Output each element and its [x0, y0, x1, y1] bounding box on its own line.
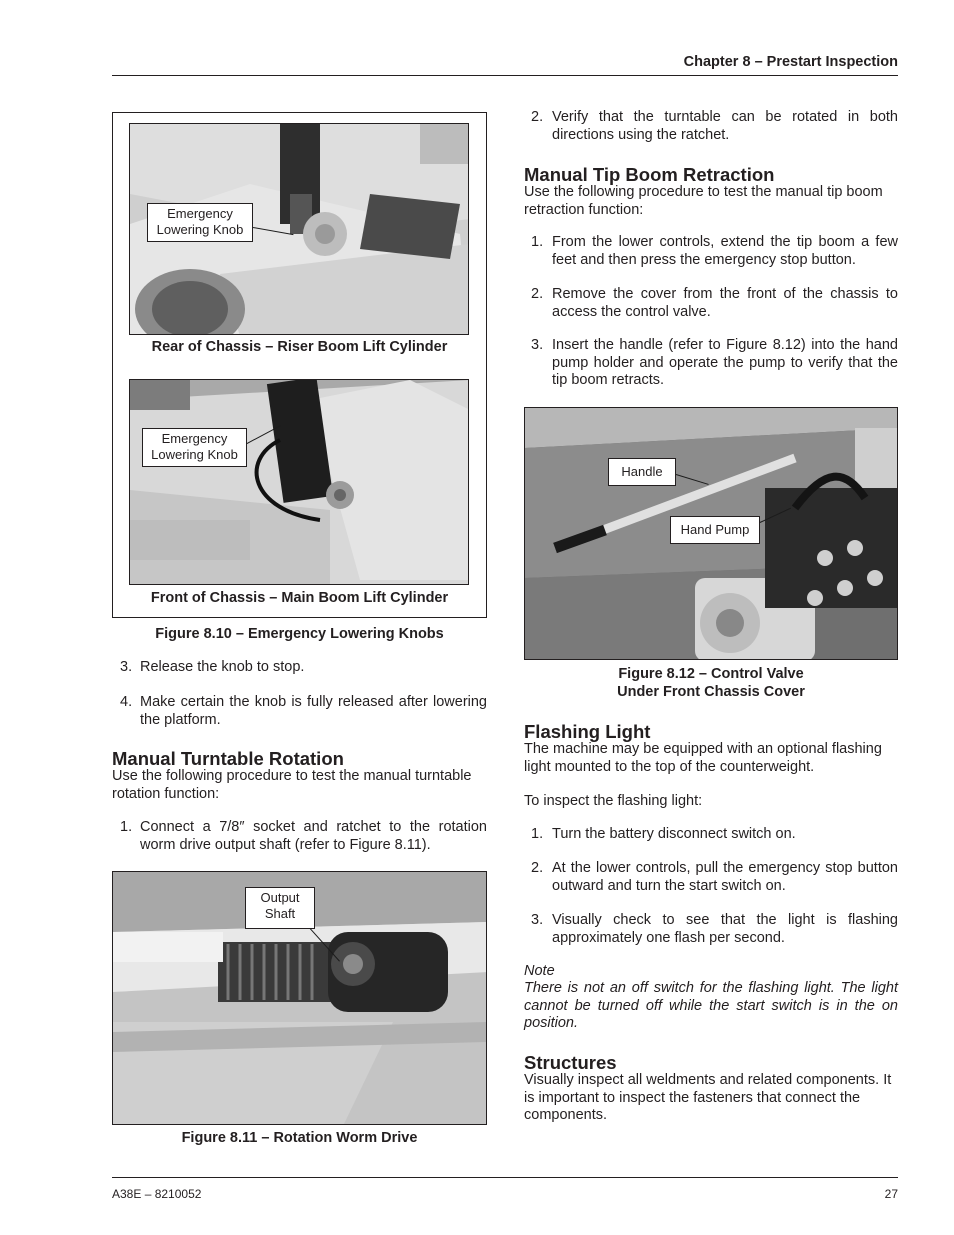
- page-number: 27: [884, 1187, 898, 1201]
- callout-handle: Handle: [608, 458, 676, 486]
- callout-lowering-knob-rear: Emergency Lowering Knob: [147, 203, 253, 242]
- heading-manual-tip-boom: Manual Tip Boom Retraction: [524, 164, 775, 185]
- heading-manual-turntable: Manual Turntable Rotation: [112, 748, 344, 769]
- list-item: 2. At the lower controls, pull the emergency stop button outward and turn the start switch on.: [531, 860, 898, 894]
- figure-8-12-title-line1: Figure 8.12 – Control Valve: [618, 666, 804, 682]
- chapter-title: Chapter 8 – Prestart Inspection: [683, 54, 898, 70]
- figure-8-10-title: Figure 8.10 – Emergency Lowering Knobs: [155, 626, 444, 642]
- footer-rule: [112, 1177, 898, 1178]
- figure-8-11-title: Figure 8.11 – Rotation Worm Drive: [181, 1130, 418, 1146]
- heading-structures: Structures: [524, 1052, 617, 1073]
- heading-flashing-light: Flashing Light: [524, 721, 651, 742]
- photo2-caption: Front of Chassis – Main Boom Lift Cylinder: [150, 590, 449, 606]
- photo1-caption: Rear of Chassis – Riser Boom Lift Cylinder: [151, 339, 448, 355]
- flashing-light-inspect: To inspect the flashing light:: [524, 793, 703, 809]
- front-chassis-illustration: [130, 380, 469, 585]
- list-item: 1. From the lower controls, extend the tip boom a few feet and then press the emergency stop button.: [531, 234, 898, 268]
- callout-hand-pump: Hand Pump: [670, 516, 760, 544]
- list-item: 1. Connect a 7/8″ socket and ratchet to the rotation worm drive output shaft (refer to Figure 8.11).: [120, 819, 487, 853]
- note-label: Note: [524, 963, 555, 979]
- header-rule: [112, 75, 898, 76]
- list-item: 1. Turn the battery disconnect switch on.: [531, 826, 796, 842]
- list-item: 2. Remove the cover from the front of the chassis to access the control valve.: [531, 286, 898, 320]
- photo-front-chassis: [129, 379, 469, 585]
- structures-text: Visually inspect all weldments and related components. It is important to inspect the fasteners that connect the components.: [524, 1072, 892, 1123]
- flashing-light-intro: The machine may be equipped with an optional flashing light mounted to the top of the counterweight.: [524, 741, 882, 775]
- figure-8-12-title-line2: Under Front Chassis Cover: [617, 684, 805, 700]
- list-item: 4. Make certain the knob is fully released after lowering the platform.: [120, 694, 487, 728]
- callout-output-shaft: Output Shaft: [245, 887, 315, 929]
- turntable-intro: Use the following procedure to test the manual turntable rotation function:: [112, 768, 472, 802]
- list-item: 3. Insert the handle (refer to Figure 8.12) into the hand pump holder and operate the pump to verify that the tip boom retracts.: [531, 337, 898, 388]
- footer-model: A38E – 8210052: [112, 1187, 202, 1201]
- list-item: 3. Release the knob to stop.: [120, 659, 305, 675]
- note-text: There is not an off switch for the flashing light. The light cannot be turned off while the start switch is in the on position.: [524, 980, 898, 1031]
- list-item: 2. Verify that the turntable can be rotated in both directions using the ratchet.: [531, 109, 898, 143]
- list-item: 3. Visually check to see that the light is flashing approximately one flash per second.: [531, 912, 898, 946]
- tip-boom-intro: Use the following procedure to test the manual tip boom retraction function:: [524, 184, 883, 218]
- callout-lowering-knob-front: Emergency Lowering Knob: [142, 428, 247, 467]
